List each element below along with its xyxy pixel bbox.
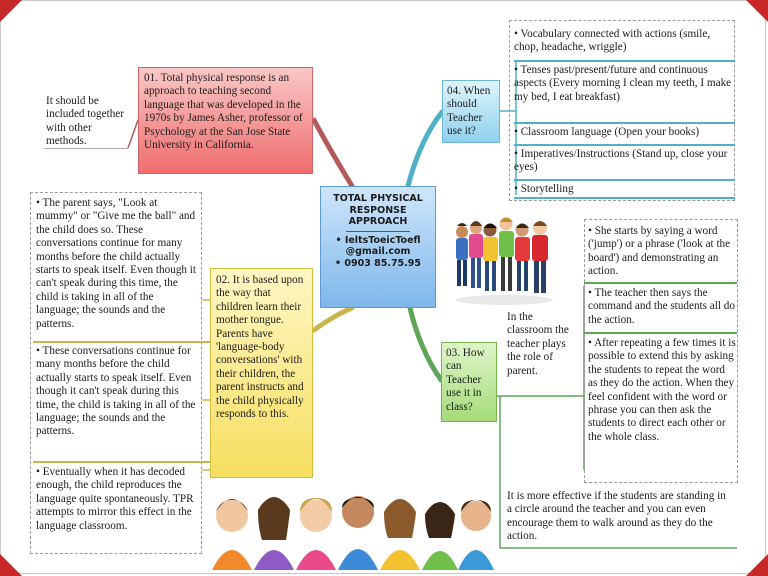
center-divider [346, 231, 410, 232]
branch-03-step: • She starts by saying a word ('jump') or a phrase ('look at the board') and demonstrating an action. [588, 225, 731, 278]
center-phone: • 0903 85.75.95 [334, 257, 421, 269]
connector-02-details [202, 300, 210, 470]
branch-04-use-item: • Classroom language (Open your books) [514, 126, 700, 138]
center-email: • IeltsToeicToefl @gmail.com [335, 234, 421, 257]
branch-02-divider [33, 341, 211, 343]
connector-center-04 [408, 112, 442, 186]
branch-04-box: 04. When should Teacher use it? [442, 80, 500, 143]
branch-04-use-item: • Storytelling [514, 183, 574, 195]
connector-center-01 [314, 120, 352, 186]
connector-center-02 [314, 308, 352, 330]
connector-center-03 [410, 308, 441, 380]
branch-02-detail: • These conversations continue for many months before the child actually starts to speak itself. Even though it can't speak during this time, the child is taking in all of the language; the sounds and the patterns. [36, 345, 196, 438]
branch-03-bottom-note: It is more effective if the students are standing in a circle around the teacher and you can even encourage them to walk around as they do the action. [507, 490, 726, 543]
branch-04-use-item: • Vocabulary connected with actions (smile, chop, headache, wriggle) [514, 28, 711, 54]
branch-04-divider [514, 60, 735, 62]
center-topic-box [320, 186, 436, 308]
branch-02-detail: • Eventually when it has decoded enough, the child reproduces the language quite spontaneously. TPR attempts to mirror this effect in the language classroom. [36, 466, 194, 532]
branch-04-divider [514, 197, 735, 199]
branch-01-note-underline [44, 148, 128, 149]
branch-04-divider [514, 144, 735, 146]
branch-01-note: It should be included together with other methods. [46, 95, 124, 148]
branch-04-divider [514, 179, 735, 181]
child-portrait [212, 499, 252, 570]
center-title: TOTAL PHYSICAL RESPONSE APPROACH [333, 193, 423, 227]
branch-04-use-item: • Imperatives/Instructions (Stand up, close your eyes) [514, 148, 728, 174]
branch-02-divider [33, 461, 211, 463]
branch-02-detail: • The parent says, "Look at mummy" or "Give me the ball" and the child does so. These conversations continue for many months before the child actually starts to speak itself. Even though it can't speak during this time, the child is taking in all of the language; the sounds and the patterns. [36, 197, 197, 330]
branch-03-step: • After repeating a few times it is possible to extend this by asking the students to repeat the word as they do the action. When they feel confident with the word or phrase you can then ask the students to direct each other or the whole class. [588, 337, 736, 443]
children-row-photo [212, 486, 494, 570]
branch-04-use-item: • Tenses past/present/future and continuous aspects (Every morning I clean my teeth, I make my bed, I eat breakfast) [514, 64, 732, 103]
branch-04-divider [514, 122, 735, 124]
branch-03-divider [584, 282, 737, 284]
branch-02-box: 02. It is based upon the way that children learn their mother tongue. Parents have 'language-body conversations' with their children, the parent instructs and the child physically responds to this. [210, 268, 313, 478]
branch-01-box: 01. Total physical response is an approach to teaching second language that was developed in the 1970s by James Asher, professor of Psychology at the San Jose State University in California. [138, 67, 313, 174]
branch-03-box: 03. How can Teacher use it in class? [441, 342, 497, 422]
connector-01-note [128, 120, 138, 148]
branch-03-step: • The teacher then says the command and the students all do the action. [588, 287, 735, 326]
child-figure [456, 223, 468, 286]
children-group-photo [452, 208, 556, 306]
branch-03-divider [584, 332, 737, 334]
branch-03-role-note: In the classroom the teacher plays the role of parent. [507, 311, 569, 377]
